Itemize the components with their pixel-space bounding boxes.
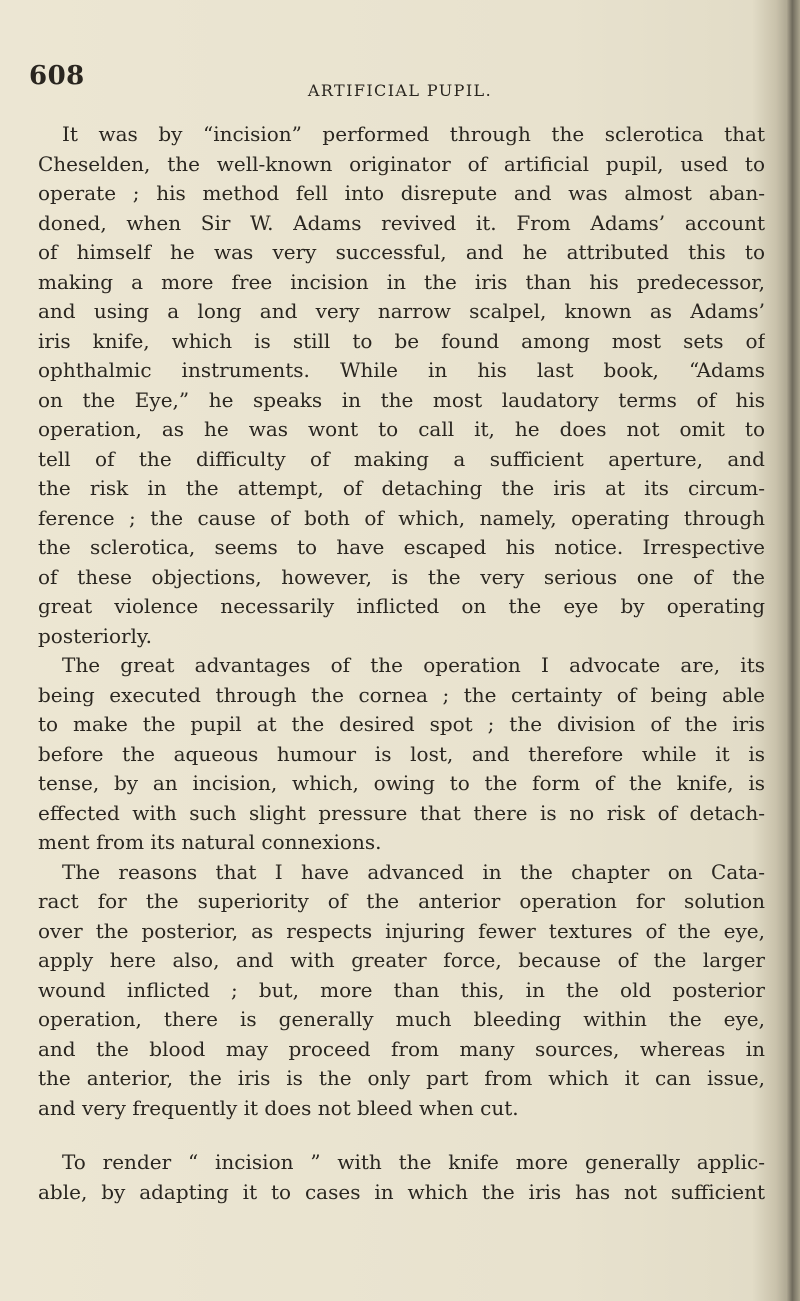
text-line: being executed through the cornea ; the certainty of being able [38, 682, 765, 707]
text-line: on the Eye,” he speaks in the most laudatory terms of his [38, 387, 765, 412]
text-line: effected with such slight pressure that there is no risk of detach- [38, 800, 765, 825]
text-line: great violence necessarily inflicted on the eye by operating [38, 594, 765, 618]
text-line: ract for the superiority of the anterior operation for solution [38, 889, 765, 913]
paragraph-gap [38, 1123, 765, 1148]
page-number: 608 [29, 61, 85, 91]
text-line: The reasons that I have advanced in the chapter on Cata- [62, 859, 765, 884]
text-line: The great advantages of the operation I advocate are, its [62, 653, 765, 677]
text-line: to make the pupil at the desired spot ; the division of the iris [38, 712, 765, 736]
text-line: making a more free incision in the iris than his predecessor, [38, 269, 765, 294]
text-line: ophthalmic instruments. While in his last book, “Adams [38, 358, 765, 382]
text-line: tense, by an incision, which, owing to the form of the knife, is [38, 771, 765, 795]
running-head: ARTIFICIAL PUPIL. [307, 81, 493, 100]
text-line: and the blood may proceed from many sources, whereas in [38, 1036, 765, 1061]
text-line: apply here also, and with greater force, because of the larger [38, 948, 765, 972]
text-line: the risk in the attempt, of detaching the iris at its circum- [38, 476, 765, 500]
text-line: of himself he was very successful, and he attributed this to [38, 240, 765, 264]
text-line: operation, there is generally much bleeding within the eye, [38, 1007, 765, 1031]
text-line: operation, as he was wont to call it, he does not omit to [38, 417, 765, 441]
text-line: and using a long and very narrow scalpel, known as Adams’ [38, 299, 765, 323]
text-line: ference ; the cause of both of which, namely, operating through [38, 505, 765, 530]
text-line: the anterior, the iris is the only part from which it can issue, [38, 1066, 765, 1090]
text-line: the sclerotica, seems to have escaped his notice. Irrespective [38, 535, 765, 559]
text-line: It was by “incision” performed through the sclerotica that [62, 122, 765, 146]
text-line: doned, when Sir W. Adams revived it. From Adams’ account [38, 210, 765, 235]
text-line: ment from its natural connexions. [38, 830, 382, 854]
text-line: iris knife, which is still to be found among most sets of [38, 328, 765, 353]
text-line: able, by adapting it to cases in which the iris has not sufficient [38, 1179, 765, 1204]
text-line: wound inflicted ; but, more than this, in the old posterior [38, 977, 765, 1002]
page-edge-shadow [786, 0, 800, 1301]
text-line: Cheselden, the well-known originator of artificial pupil, used to [38, 151, 765, 176]
text-line: posteriorly. [38, 623, 152, 648]
text-line: and very frequently it does not bleed when cut. [38, 1095, 519, 1120]
body-text [38, 120, 765, 1207]
text-line: of these objections, however, is the very serious one of the [38, 564, 765, 589]
text-line: To render “ incision ” with the knife more generally applic- [62, 1150, 765, 1174]
text-line: before the aqueous humour is lost, and therefore while it is [38, 741, 765, 766]
text-line: operate ; his method fell into disrepute and was almost aban- [38, 181, 765, 205]
text-line: over the posterior, as respects injuring fewer textures of the eye, [38, 918, 765, 943]
text-line: tell of the difficulty of making a sufficient aperture, and [38, 446, 765, 471]
